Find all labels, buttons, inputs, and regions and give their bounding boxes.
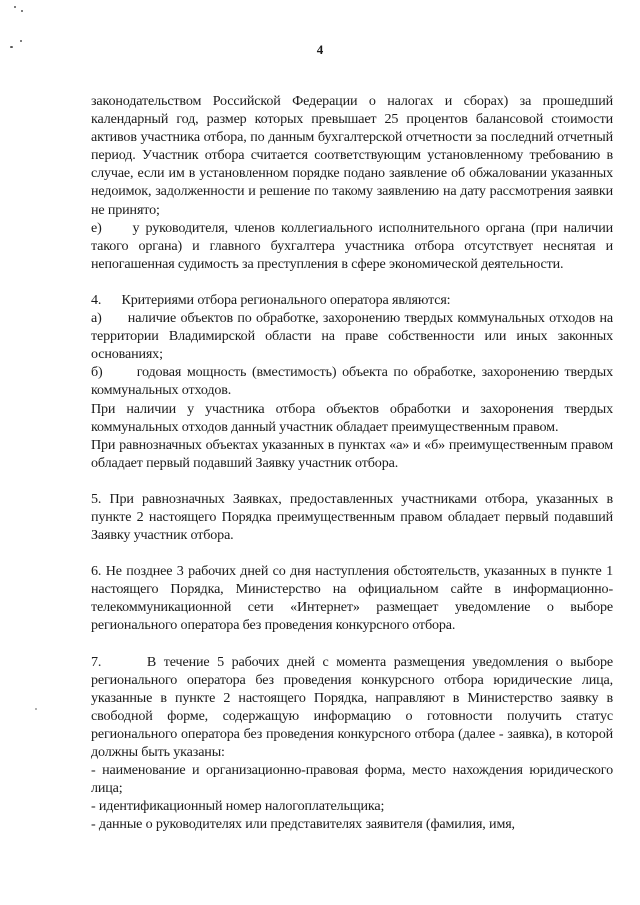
list-item-tax-number: - идентификационный номер налогоплательщика;: [91, 798, 385, 815]
paragraph-section-6: 6. Не позднее 3 рабочих дней со дня наступления обстоятельств, указанных в пункте 1 настоящего Порядка, Министерство на официальном сайте в информационно-телекоммуникационной сети «Интернет» размещает уведомление о выборе регионального оператора без проведения конкурсного отбора.: [91, 563, 613, 634]
paragraph-item-e: е) у руководителя, членов коллегиального исполнительного органа (при наличии такого органа) и главного бухгалтера участника отбора отсутствует неснятая и непогашенная судимость за преступления в сфере экономической деятельности.: [91, 219, 613, 272]
paragraph-section-7: 7. В течение 5 рабочих дней с момента размещения уведомления о выборе регионального оператора без проведения конкурсного отбора юридические лица, указанные в пункте 2 настоящего Порядка, направляют в Министерство заявку в свободной форме, содержащую информацию о готовности получить статус регионального оператора без проведения конкурсного отбора (далее - заявка), в которой должны быть указаны:: [91, 653, 613, 760]
document-body: [91, 92, 613, 833]
list-item-name-form: - наименование и организационно-правовая форма, место нахождения юридического лица;: [91, 762, 613, 797]
paragraph-section-5: 5. При равнозначных Заявках, предоставленных участниками отбора, указанных в пункте 2 настоящего Порядка преимущественным правом обладает первый подавший Заявку участник отбора.: [91, 490, 613, 544]
paragraph-item-b: б) годовая мощность (вместимость) объекта по обработке, захоронению твердых коммунальных отходов.: [91, 364, 613, 399]
scan-speck: [14, 6, 16, 8]
list-item-managers: - данные о руководителях или представителях заявителя (фамилия, имя,: [91, 816, 515, 833]
scan-speck: [35, 708, 37, 710]
paragraph-item-a: а) наличие объектов по обработке, захоронению твердых коммунальных отходов на территории Владимирской области на праве собственности или иных законных основаниях;: [91, 310, 613, 363]
paragraph-equal-objects: При равнозначных объектах указанных в пунктах «а» и «б» преимущественным правом обладает первый подавший Заявку участник отбора.: [91, 436, 613, 471]
paragraph-priority-right: При наличии у участника отбора объектов обработки и захоронения твердых коммунальных отходов данный участник обладает преимущественным правом.: [91, 400, 613, 435]
scan-speck: [21, 10, 23, 12]
page-number: 4: [316, 42, 324, 57]
paragraph-section-4: 4. Критериями отбора регионального оператора являются:: [91, 291, 451, 308]
paragraph-tax-debt: законодательством Российской Федерации о налогах и сборах) за прошедший календарный год, размер которых превышает 25 процентов балансовой стоимости активов участника отбора, по данным бухгалтерской отчетности за последний отчетный период. Участник отбора считается соответствующим установленному требованию в случае, если им в установленном порядке подано заявление об обжаловании указанных недоимок, задолженности и решение по такому заявлению на дату рассмотрения заявки не принято;: [91, 93, 613, 218]
